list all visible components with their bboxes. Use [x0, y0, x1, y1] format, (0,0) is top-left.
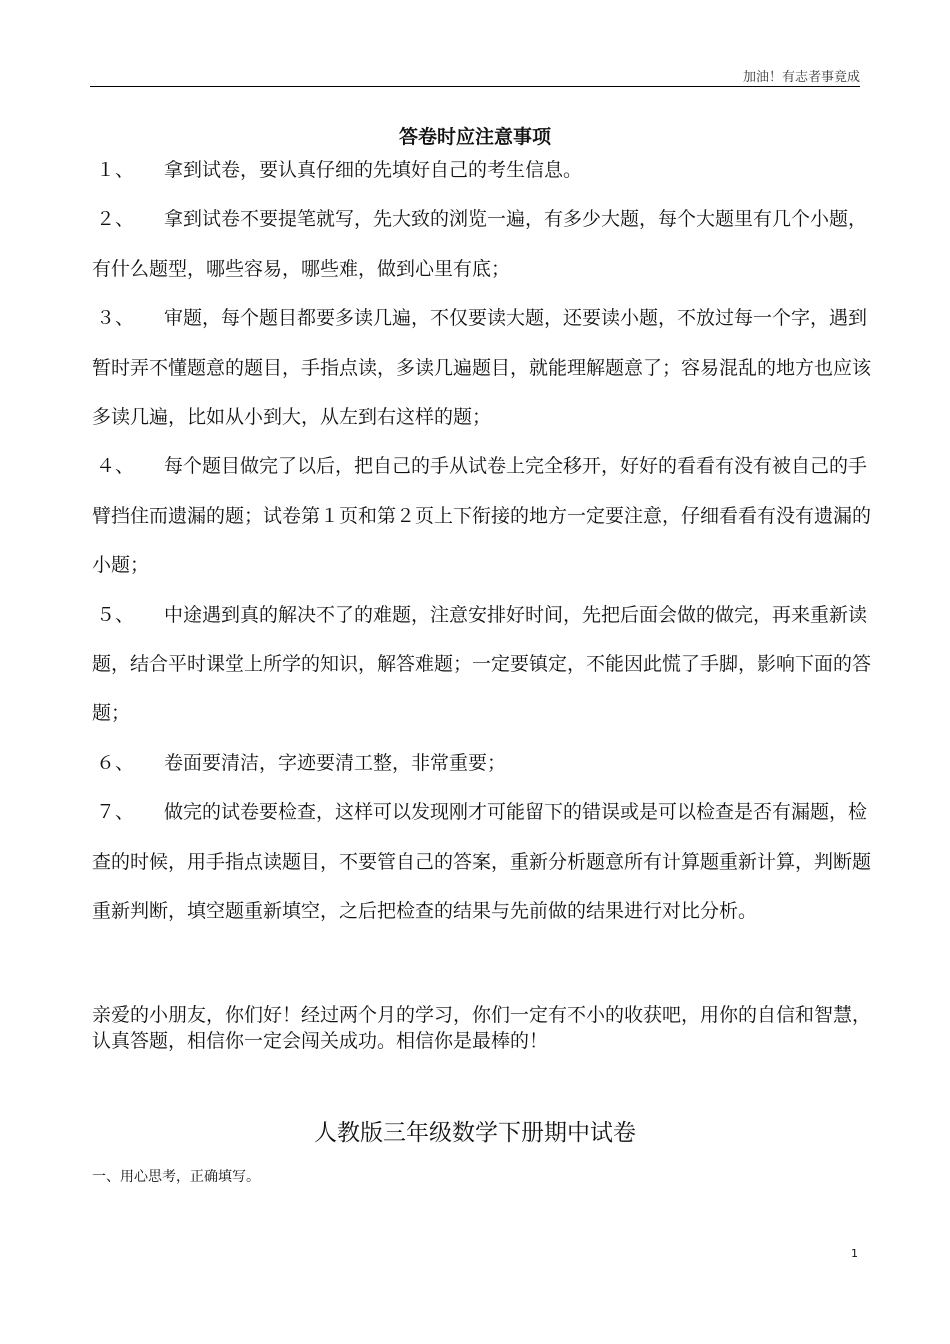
note-text: 拿到试卷，要认真仔细的先填好自己的考生信息。 [164, 159, 583, 181]
note-number: １、 [96, 159, 135, 181]
note-text: 审题，每个题目都要多读几遍，不仅要读大题，还要读小题，不放过每一个字，遇到暂时弄不懂题意的题目，手指点读，多读几遍题目，就能理解题意了；容易混乱的地方也应该多读几遍，比如从小到大，从左到右这样的题； [92, 307, 872, 429]
note-text: 拿到试卷不要提笔就写，先大致的浏览一遍，有多少大题，每个大题里有几个小题，有什么题型，哪些容易，哪些难，做到心里有底； [92, 208, 868, 280]
note-text: 每个题目做完了以后，把自己的手从试卷上完全移开，好好的看看有没有被自己的手臂挡住而遗漏的题；试卷第１页和第２页上下衔接的地方一定要注意，仔细看看有没有遗漏的小题； [92, 455, 872, 577]
note-number: ７、 [96, 801, 135, 824]
note-text: 中途遇到真的解决不了的难题，注意安排好时间，先把后面会做的做完，再来重新读题，结合平时课堂上所学的知识，解答难题；一定要镇定，不能因此慌了手脚，影响下面的答题； [92, 603, 872, 725]
note-number: ３、 [96, 307, 135, 330]
note-item [92, 788, 872, 936]
note-item [92, 591, 872, 739]
note-text: 做完的试卷要检查，这样可以发现刚才可能留下的错误或是可以检查是否有漏题，检查的时候，用手指点读题目，不要管自己的答案，重新分析题意所有计算题重新计算，判断题重新判断，填空题重新填空，之后把检查的结果与先前做的结果进行对比分析。 [92, 801, 872, 923]
note-item [92, 739, 872, 788]
header-rule [90, 86, 860, 87]
page-number: 1 [851, 1247, 858, 1260]
note-item [92, 195, 872, 294]
note-item [92, 442, 872, 590]
note-item [92, 146, 872, 195]
notes-list [92, 146, 872, 937]
note-number: ４、 [96, 455, 135, 478]
section-heading: 一、用心思考，正确填写。 [92, 1169, 260, 1185]
note-number: ２、 [96, 208, 135, 231]
note-number: ５、 [96, 603, 135, 626]
note-text: 卷面要清洁，字迹要清工整，非常重要； [164, 751, 507, 774]
header-slogan: 加油！有志者事竟成 [742, 70, 860, 85]
greeting-paragraph: 亲爱的小朋友，你们好！经过两个月的学习，你们一定有不小的收获吧，用你的自信和智慧，认真答题，相信你一定会闯关成功。相信你是最棒的！ [92, 1004, 872, 1052]
page-title: 答卷时应注意事项 [398, 126, 551, 148]
exam-title: 人教版三年级数学下册期中试卷 [314, 1120, 636, 1146]
note-item [92, 294, 872, 442]
note-number: ６、 [96, 751, 135, 774]
